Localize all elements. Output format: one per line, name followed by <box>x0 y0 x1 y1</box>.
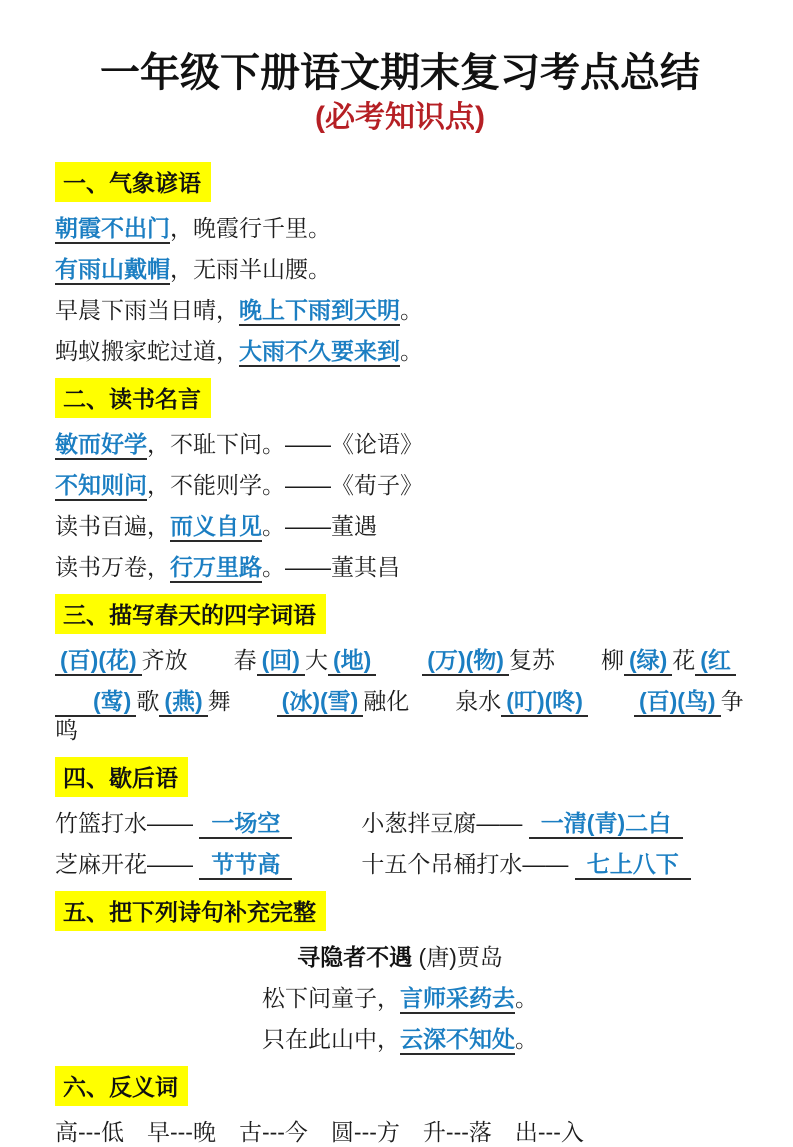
fill-blank: (百)(花) <box>55 647 142 676</box>
antonym-pairs-line <box>55 1118 745 1147</box>
section-heading <box>55 162 745 202</box>
text-line <box>55 430 745 459</box>
text-segment <box>588 688 634 714</box>
text-segment: 松下问童子， <box>262 985 400 1011</box>
answer-phrase: 一场空 <box>199 810 292 839</box>
answer-phrase: 七上八下 <box>575 851 691 880</box>
text-segment: 读书百遍， <box>55 513 170 539</box>
text-segment: 高---低 早---晚 古---今 圆---方 升---落 出---入 <box>55 1119 584 1145</box>
text-segment: 舞 <box>207 688 277 714</box>
fill-blank: (绿) <box>624 647 672 676</box>
text-segment: 大 <box>304 647 328 673</box>
text-segment: 齐放 春 <box>141 647 257 673</box>
text-segment: 歌 <box>136 688 160 714</box>
fill-blank: (红 <box>695 647 736 676</box>
fill-blank: (莺) <box>88 688 136 717</box>
poem-title-line <box>55 943 745 972</box>
text-line <box>55 296 745 325</box>
key-phrase: 不知则问 <box>55 472 147 501</box>
key-phrase: 朝霞不出门 <box>55 215 170 244</box>
text-segment: ，不耻下问。——《论语》 <box>147 431 423 457</box>
key-phrase: 晚上下雨到天明 <box>239 297 400 326</box>
section-heading-highlight: 四、歇后语 <box>55 757 188 797</box>
text-segment: 花 <box>672 647 696 673</box>
text-segment: 竹篮打水—— <box>55 810 200 836</box>
key-phrase: 云深不知处 <box>400 1026 515 1055</box>
section-heading <box>55 378 745 418</box>
section-heading-highlight: 二、读书名言 <box>55 378 211 418</box>
text-segment: 小葱拌豆腐—— <box>292 810 529 836</box>
text-segment: ，无雨半山腰。 <box>170 256 331 282</box>
section-heading-highlight: 一、气象谚语 <box>55 162 211 202</box>
text-segment: 。——董其昌 <box>262 554 400 580</box>
text-line <box>55 255 745 284</box>
key-phrase: 有雨山戴帽 <box>55 256 170 285</box>
answer-phrase: 一清(青)二白 <box>529 810 683 839</box>
fill-blank: (燕) <box>159 688 207 717</box>
fill-blank: (冰)(雪) <box>277 688 364 717</box>
text-segment <box>376 647 422 673</box>
text-line <box>55 512 745 541</box>
text-segment: 早晨下雨当日晴， <box>55 297 239 323</box>
text-segment: ，不能则学。——《荀子》 <box>147 472 423 498</box>
poem-line <box>55 984 745 1013</box>
text-segment: 。 <box>515 1026 538 1052</box>
key-phrase: 大雨不久要来到 <box>239 338 400 367</box>
text-segment: 蚂蚁搬家蛇过道， <box>55 338 239 364</box>
text-segment: 读书万卷， <box>55 554 170 580</box>
text-segment: 。 <box>515 985 538 1011</box>
text-segment: 十五个吊桶打水—— <box>292 851 575 877</box>
answer-phrase: 节节高 <box>199 851 292 880</box>
text-segment: 。 <box>400 297 423 323</box>
poem-line <box>55 1025 745 1054</box>
section-heading <box>55 594 745 634</box>
text-segment: ，晚霞行千里。 <box>170 215 331 241</box>
key-phrase: 行万里路 <box>170 554 262 583</box>
text-segment: 融化 泉水 <box>363 688 502 714</box>
fill-blank: (地) <box>328 647 376 676</box>
text-line <box>55 646 745 675</box>
section-spring-words <box>55 594 745 745</box>
key-phrase: 而义自见 <box>170 513 262 542</box>
text-segment: 争鸣 <box>55 688 744 743</box>
section-antonyms <box>55 1066 745 1147</box>
fill-blank <box>55 688 88 717</box>
section-complete-poem <box>55 891 745 1054</box>
key-phrase: 言师采药去 <box>400 985 515 1014</box>
fill-blank: (叮)(咚) <box>501 688 588 717</box>
page-subtitle: (必考知识点) <box>315 101 485 134</box>
text-segment: 。——董遇 <box>262 513 377 539</box>
section-heading-highlight: 六、反义词 <box>55 1066 188 1106</box>
text-segment: 芝麻开花—— <box>55 851 200 877</box>
section-xiehouyu <box>55 757 745 879</box>
text-segment: 复苏 柳 <box>508 647 624 673</box>
fill-blank: (回) <box>257 647 305 676</box>
fill-blank: (百)(鸟) <box>634 688 721 717</box>
text-segment: 只在此山中， <box>262 1026 400 1052</box>
key-phrase: 敏而好学 <box>55 431 147 460</box>
section-reading-quotes <box>55 378 745 582</box>
fill-blank: (万)(物) <box>422 647 509 676</box>
page-title: 一年级下册语文期末复习考点总结 <box>100 51 700 95</box>
section-heading <box>55 891 745 931</box>
section-weather-proverbs <box>55 162 745 366</box>
text-line <box>55 809 745 838</box>
section-heading <box>55 1066 745 1106</box>
section-heading-highlight: 三、描写春天的四字词语 <box>55 594 326 634</box>
poem-author: (唐)贾岛 <box>412 944 503 970</box>
text-line <box>55 471 745 500</box>
section-heading <box>55 757 745 797</box>
text-line <box>55 850 745 879</box>
text-line <box>55 687 745 745</box>
text-line <box>55 214 745 243</box>
text-line <box>55 337 745 366</box>
poem-title: 寻隐者不遇 <box>297 944 413 970</box>
text-line <box>55 553 745 582</box>
text-segment: 。 <box>400 338 423 364</box>
section-heading-highlight: 五、把下列诗句补充完整 <box>55 891 326 931</box>
